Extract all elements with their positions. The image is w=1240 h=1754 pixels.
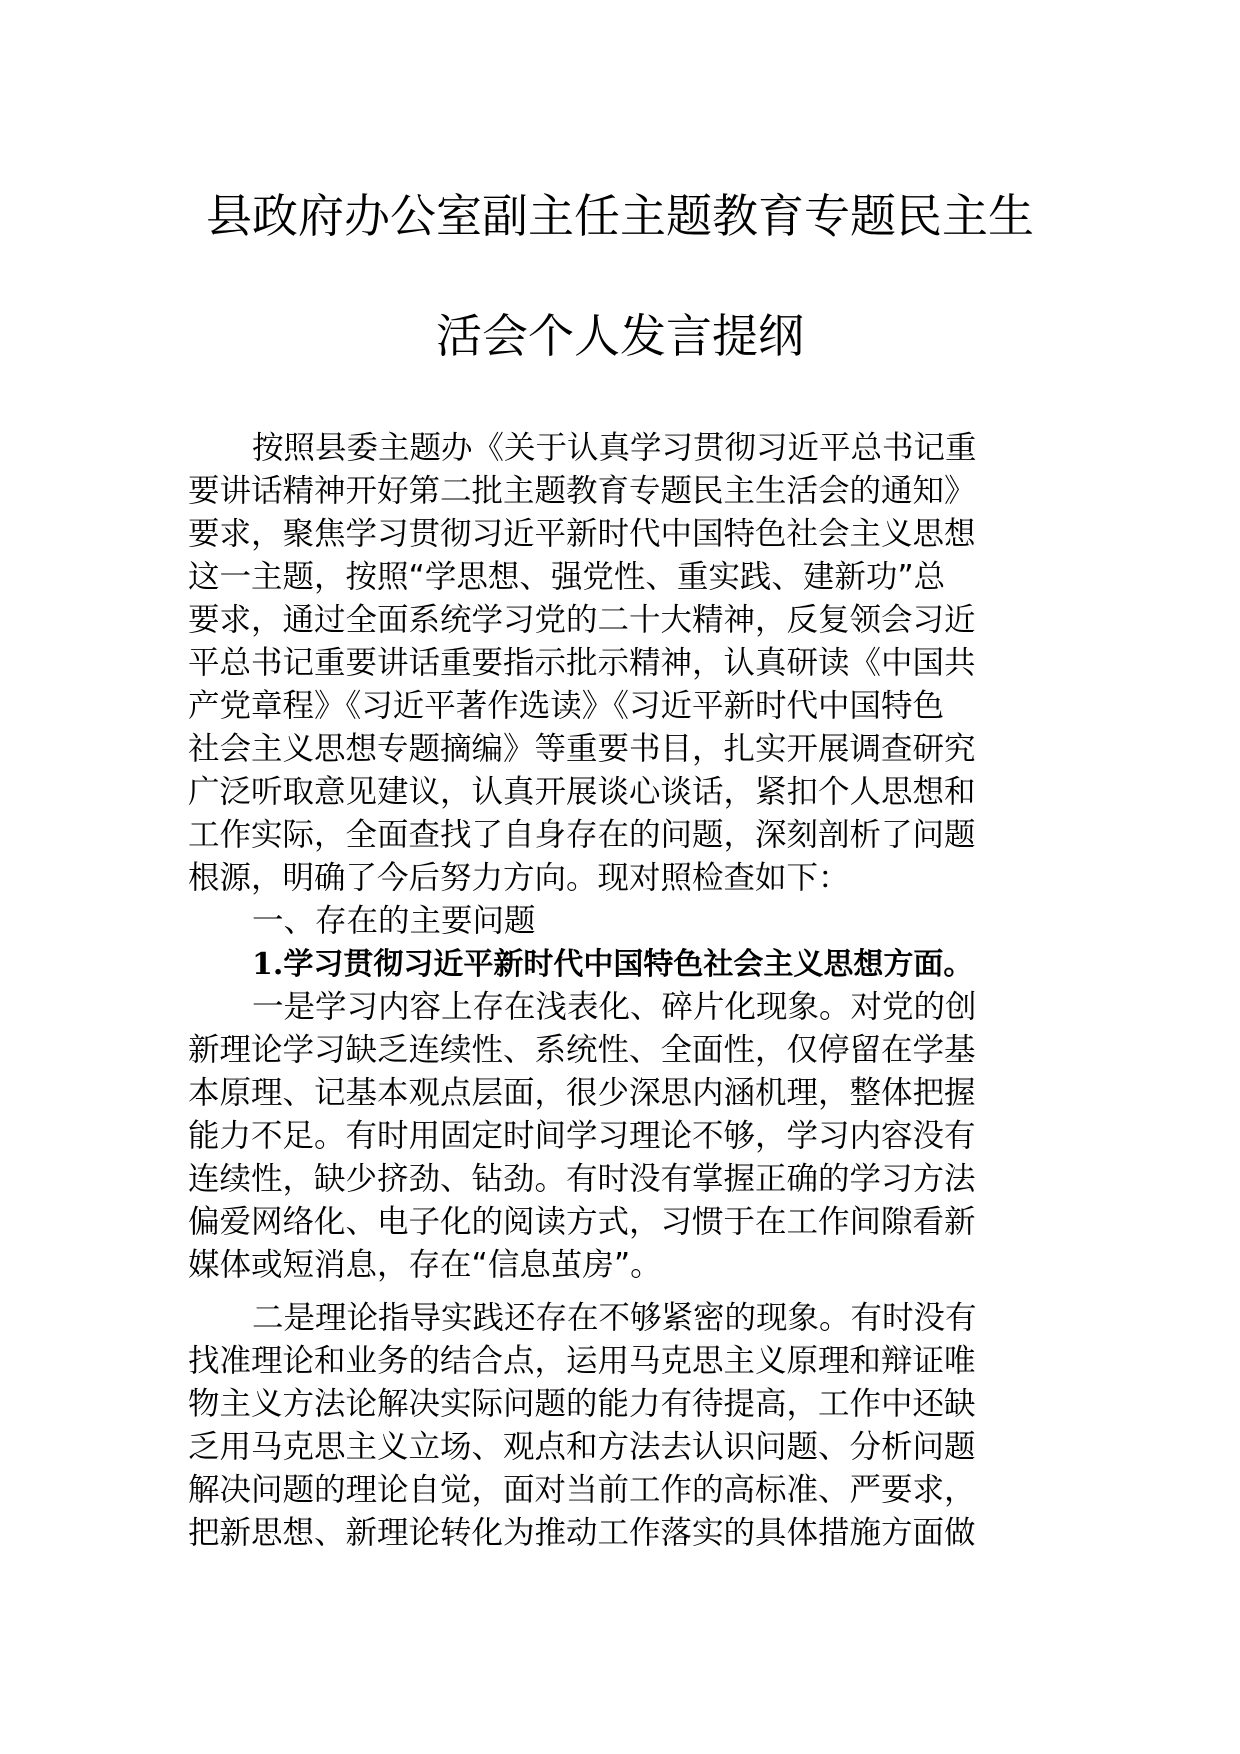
text-line: 解决问题的理论自觉，面对当前工作的高标准、严要求，: [188, 1472, 976, 1508]
paragraph-gap: [188, 1287, 1058, 1297]
document-title-line-2: 活会个人发言提纲: [436, 309, 804, 363]
text-line: 要讲话精神开好第二批主题教育专题民主生活会的通知》: [188, 473, 976, 509]
text-line: 一是学习内容上存在浅表化、碎片化现象。对党的创: [252, 989, 977, 1025]
text-line: 找准理论和业务的结合点，运用马克思主义原理和辩证唯: [188, 1343, 976, 1379]
text-line: 物主义方法论解决实际问题的能力有待提高，工作中还缺: [188, 1386, 976, 1422]
paragraph-2: [188, 1297, 1058, 1555]
text-line: 能力不足。有时用固定时间学习理论不够，学习内容没有: [188, 1118, 976, 1154]
text-line: 根源，明确了今后努力方向。现对照检查如下：: [188, 860, 850, 896]
text-line: 要求，通过全面系统学习党的二十大精神，反复领会习近: [188, 602, 976, 638]
intro-paragraph: [188, 427, 1058, 900]
section-heading: 一、存在的主要问题: [252, 903, 536, 939]
text-line: 工作实际，全面查找了自身存在的问题，深刻剖析了问题: [188, 817, 976, 853]
text-line: 二是理论指导实践还存在不够紧密的现象。有时没有: [252, 1300, 977, 1336]
text-line: 乏用马克思主义立场、观点和方法去认识问题、分析问题: [188, 1429, 976, 1465]
text-line: 社会主义思想专题摘编》等重要书目，扎实开展调查研究: [188, 731, 976, 767]
document-body: [188, 427, 1058, 1555]
text-line: 本原理、记基本观点层面，很少深思内涵机理，整体把握: [188, 1075, 976, 1111]
text-line: 连续性，缺少挤劲、钻劲。有时没有掌握正确的学习方法: [188, 1161, 976, 1197]
text-line: 媒体或短消息，存在“信息茧房”。: [188, 1247, 662, 1283]
text-line: 这一主题，按照“学思想、强党性、重实践、建新功”总: [188, 559, 946, 595]
text-line: 新理论学习缺乏连续性、系统性、全面性，仅停留在学基: [188, 1032, 976, 1068]
text-line: 平总书记重要讲话重要指示批示精神，认真研读《中国共: [188, 645, 976, 681]
text-line: 要求，聚焦学习贯彻习近平新时代中国特色社会主义思想: [188, 516, 976, 552]
text-line: 把新思想、新理论转化为推动工作落实的具体措施方面做: [188, 1515, 976, 1551]
text-line: 偏爱网络化、电子化的阅读方式，习惯于在工作间隙看新: [188, 1204, 976, 1240]
text-line: 广泛听取意见建议，认真开展谈心谈话，紧扣个人思想和: [188, 774, 976, 810]
document-title-line-1: 县政府办公室副主任主题教育专题民主生: [206, 189, 1034, 243]
text-line: 按照县委主题办《关于认真学习贯彻习近平总书记重: [252, 430, 977, 466]
paragraph-1: [188, 986, 1058, 1287]
subsection-heading: 1.学习贯彻习近平新时代中国特色社会主义思想方面。: [252, 947, 974, 982]
text-line: 产党章程》《习近平著作选读》《习近平新时代中国特色: [188, 688, 945, 724]
